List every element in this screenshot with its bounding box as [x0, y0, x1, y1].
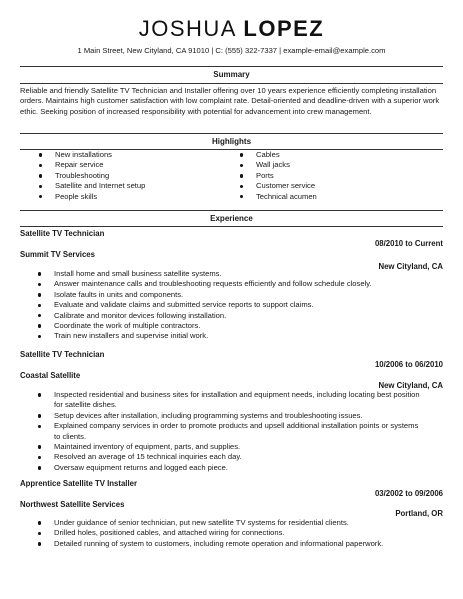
list-item: Evaluate and validate claims and submitted service reports to support claims. — [54, 300, 424, 310]
job-title: Satellite TV Technician — [20, 229, 105, 238]
list-item: People skills — [55, 192, 145, 202]
bullet-icon — [38, 304, 41, 307]
bullet-icon — [39, 153, 42, 156]
list-item: Satellite and Internet setup — [55, 181, 145, 191]
bullet-icon — [38, 335, 41, 338]
bullet-icon — [39, 195, 42, 198]
bullet-icon — [240, 185, 243, 188]
highlights-left — [55, 150, 145, 202]
divider — [20, 210, 443, 211]
list-item: Cables — [256, 150, 317, 160]
job-dates: 10/2006 to 06/2010 — [374, 360, 443, 369]
experience-heading: Experience — [210, 214, 253, 223]
list-item: Drilled holes, positioned cables, and attached wiring for connections. — [54, 528, 424, 538]
divider — [20, 226, 443, 227]
list-item: Isolate faults in units and components. — [54, 290, 424, 300]
bullet-icon — [39, 164, 42, 167]
bullet-icon — [38, 393, 41, 396]
bullet-icon — [38, 283, 41, 286]
candidate-name — [0, 16, 463, 42]
bullet-icon — [39, 185, 42, 188]
company-name: Coastal Satellite — [20, 371, 81, 380]
job-duties — [54, 518, 424, 549]
list-item: Repair service — [55, 160, 145, 170]
highlights-heading: Highlights — [211, 137, 252, 146]
bullet-icon — [38, 414, 41, 417]
list-item: Troubleshooting — [55, 171, 145, 181]
bullet-icon — [39, 174, 42, 177]
bullet-icon — [38, 293, 41, 296]
list-item: Setup devices after installation, including programming systems and troubleshooting issues. — [54, 411, 424, 421]
list-item: Under guidance of senior technician, put new satellite TV systems for residential clients. — [54, 518, 424, 528]
bullet-icon — [240, 164, 243, 167]
bullet-icon — [38, 324, 41, 327]
divider — [20, 66, 443, 67]
job-location: New Cityland, CA — [378, 381, 443, 390]
list-item: Customer service — [256, 181, 317, 191]
list-item: Wall jacks — [256, 160, 317, 170]
list-item: Calibrate and monitor devices following installation. — [54, 311, 424, 321]
job-title: Apprentice Satellite TV Installer — [20, 479, 137, 488]
job-duties — [54, 390, 424, 473]
bullet-icon — [240, 174, 243, 177]
last-name: LOPEZ — [243, 16, 325, 41]
list-item: Explained company services in order to promote products and upsell additional installation points or systems to clients. — [54, 421, 424, 442]
list-item: Coordinate the work of multiple contractors. — [54, 321, 424, 331]
first-name: JOSHUA — [138, 16, 236, 41]
list-item: Resolved an average of 15 technical inquiries each day. — [54, 452, 424, 462]
highlights-right — [256, 150, 317, 202]
job-dates: 08/2010 to Current — [374, 239, 443, 248]
job-dates: 03/2002 to 09/2006 — [374, 489, 443, 498]
list-item: Technical acumen — [256, 192, 317, 202]
bullet-icon — [38, 542, 41, 545]
job-duties — [54, 269, 424, 342]
bullet-icon — [38, 272, 41, 275]
list-item: Inspected residential and business sites for installation and equipment needs, including locating best position for satellite dishes. — [54, 390, 424, 411]
bullet-icon — [38, 314, 41, 317]
job-title: Satellite TV Technician — [20, 350, 105, 359]
list-item: New installations — [55, 150, 145, 160]
company-name: Northwest Satellite Services — [20, 500, 125, 509]
job-location: Portland, OR — [395, 509, 443, 518]
contact-line: 1 Main Street, New Cityland, CA 91010 | C: (555) 322-7337 | example-email@example.com — [77, 46, 386, 55]
company-name: Summit TV Services — [20, 250, 95, 259]
list-item: Install home and small business satellite systems. — [54, 269, 424, 279]
bullet-icon — [38, 466, 41, 469]
list-item: Oversaw equipment returns and logged each piece. — [54, 463, 424, 473]
bullet-icon — [240, 153, 243, 156]
divider — [20, 133, 443, 134]
bullet-icon — [38, 445, 41, 448]
list-item: Train new installers and supervise initial work. — [54, 331, 424, 341]
bullet-icon — [38, 425, 41, 428]
list-item: Detailed running of system to customers, including remote operation and informational paperwork. — [54, 539, 424, 549]
list-item: Ports — [256, 171, 317, 181]
list-item: Maintained inventory of equipment, parts, and supplies. — [54, 442, 424, 452]
summary-heading: Summary — [213, 70, 250, 79]
summary-text: Reliable and friendly Satellite TV Technician and Installer offering over 10 years experience efficiently completing installation orders. Maintains high customer satisfaction with low complaint rate. Detail-oriented and deadline-driven with a superior work ethic. Seeking position of increased responsibility with potential for advancement into crew management. — [20, 86, 440, 116]
bullet-icon — [38, 532, 41, 535]
bullet-icon — [38, 521, 41, 524]
bullet-icon — [38, 456, 41, 459]
divider — [20, 83, 443, 84]
job-location: New Cityland, CA — [378, 262, 443, 271]
bullet-icon — [240, 195, 243, 198]
list-item: Answer maintenance calls and troubleshooting requests efficiently and follow schedule closely. — [54, 279, 424, 289]
